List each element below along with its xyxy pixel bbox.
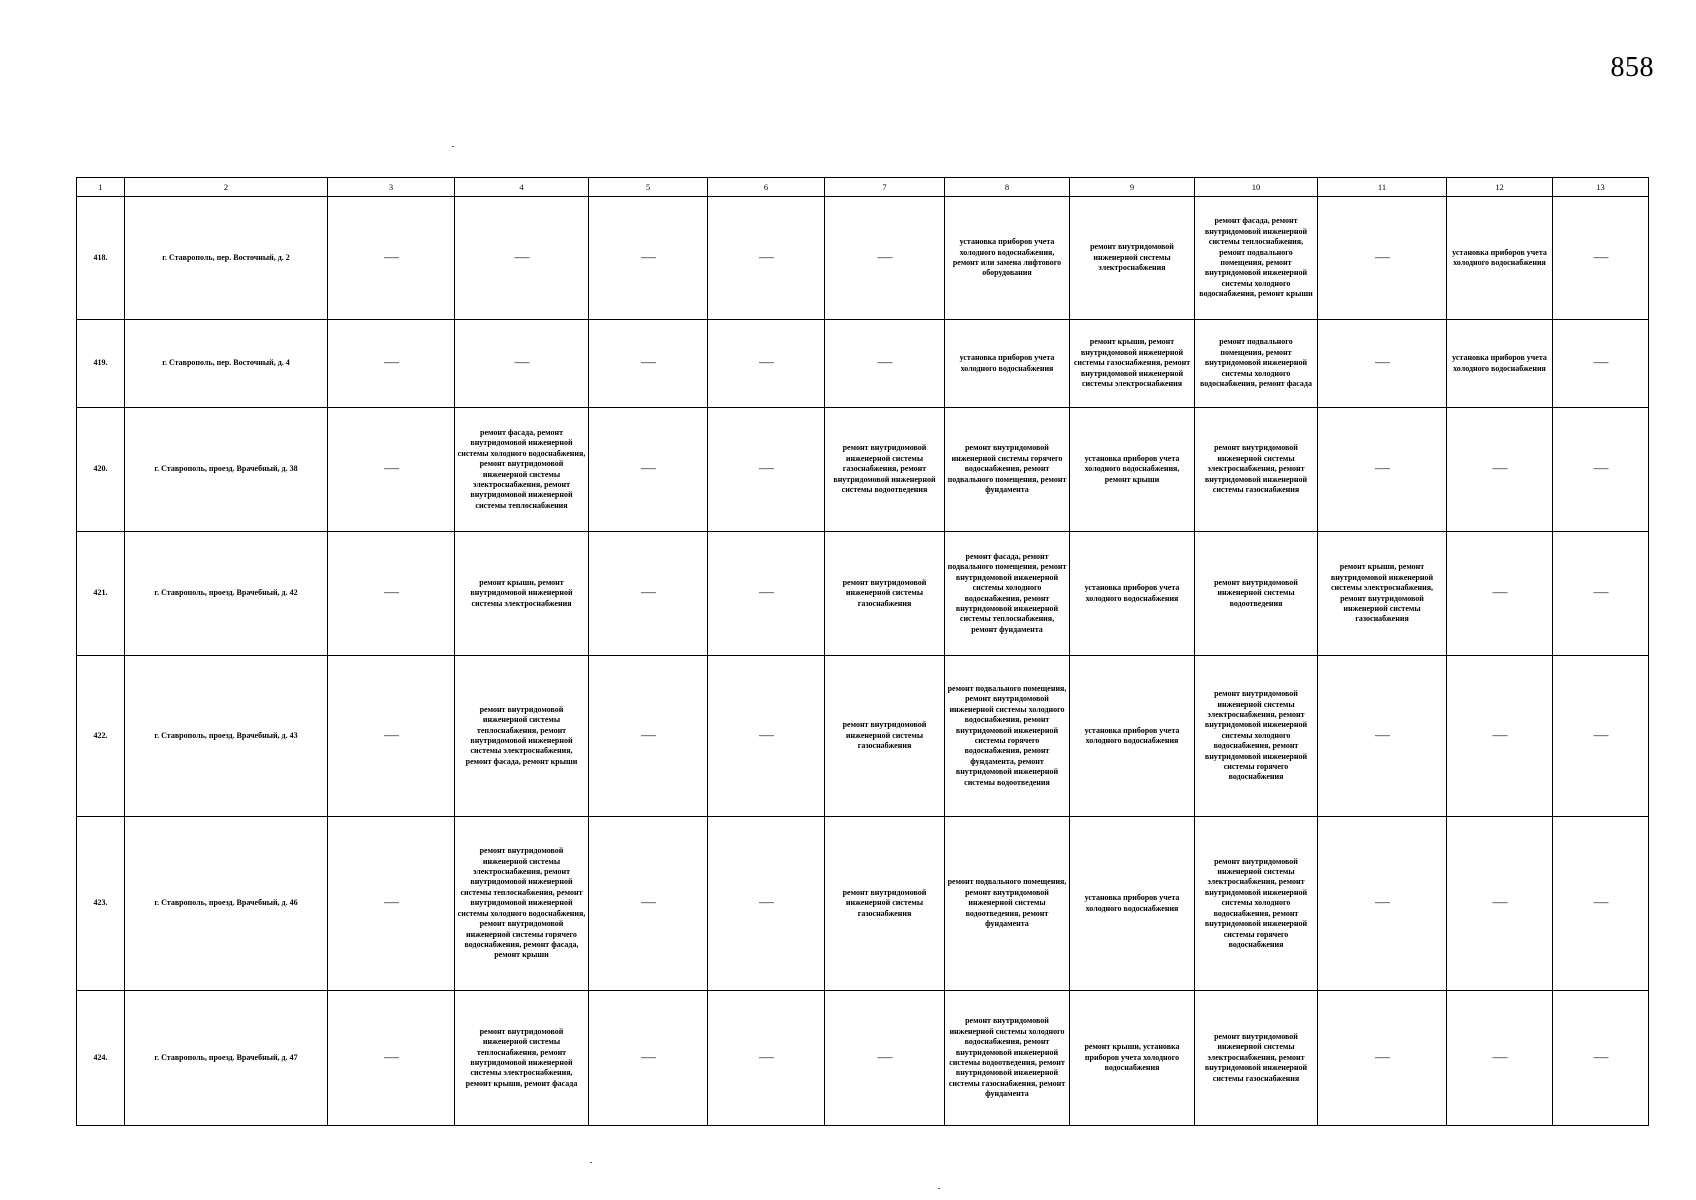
work-list-cell: установка приборов учета холодного водоснабжения	[1070, 532, 1195, 656]
empty-dash-cell: ——	[455, 197, 589, 320]
address-cell: г. Ставрополь, проезд. Врачебный, д. 47	[125, 991, 328, 1126]
work-list-cell: ремонт фасада, ремонт внутридомовой инженерной системы холодного водоснабжения, ремонт внутридомовой инженерной системы электроснабжения, ремонт внутридомовой инженерной системы теплоснабжения	[455, 408, 589, 532]
work-list-cell: ремонт внутридомовой инженерной системы газоснабжения	[825, 532, 945, 656]
empty-dash-cell: ——	[328, 532, 455, 656]
empty-dash-cell: ——	[589, 656, 708, 817]
empty-dash-cell: ——	[708, 197, 825, 320]
empty-dash-cell: ——	[1553, 991, 1649, 1126]
scan-speck	[590, 1162, 592, 1163]
work-list-cell: ремонт подвального помещения, ремонт внутридомовой инженерной системы холодного водоснабжения, ремонт внутридомовой инженерной системы горячего водоснабжения, ремонт фундамента, ремонт внутридомовой инженерной системы водоотведения	[945, 656, 1070, 817]
empty-dash-cell: ——	[1447, 817, 1553, 991]
empty-dash-cell: ——	[1447, 991, 1553, 1126]
column-header: 3	[328, 178, 455, 197]
empty-dash-cell: ——	[1447, 408, 1553, 532]
table-row	[77, 991, 1649, 1126]
empty-dash-cell: ——	[589, 197, 708, 320]
empty-dash-cell: ——	[1318, 817, 1447, 991]
page-number: 858	[1610, 52, 1654, 83]
empty-dash-cell: ——	[589, 532, 708, 656]
work-list-cell: ремонт внутридомовой инженерной системы водоотведения	[1195, 532, 1318, 656]
row-number: 420.	[77, 408, 125, 532]
empty-dash-cell: ——	[1318, 656, 1447, 817]
address-cell: г. Ставрополь, проезд. Врачебный, д. 38	[125, 408, 328, 532]
empty-dash-cell: ——	[589, 991, 708, 1126]
table-row	[77, 408, 1649, 532]
empty-dash-cell: ——	[1553, 817, 1649, 991]
empty-dash-cell: ——	[1553, 532, 1649, 656]
table-row	[77, 320, 1649, 408]
table-row	[77, 656, 1649, 817]
work-list-cell: ремонт внутридомовой инженерной системы газоснабжения	[825, 817, 945, 991]
address-cell: г. Ставрополь, проезд. Врачебный, д. 42	[125, 532, 328, 656]
row-number: 424.	[77, 991, 125, 1126]
row-number: 423.	[77, 817, 125, 991]
work-list-cell: ремонт фасада, ремонт внутридомовой инженерной системы теплоснабжения, ремонт подвального помещения, ремонт внутридомовой инженерной системы холодного водоснабжения, ремонт крыши	[1195, 197, 1318, 320]
work-list-cell: ремонт внутридомовой инженерной системы электроснабжения, ремонт внутридомовой инженерной системы холодного водоснабжения, ремонт внутридомовой инженерной системы горячего водоснабжения	[1195, 656, 1318, 817]
column-header: 10	[1195, 178, 1318, 197]
address-cell: г. Ставрополь, пер. Восточный, д. 2	[125, 197, 328, 320]
column-header: 1	[77, 178, 125, 197]
work-list-cell: установка приборов учета холодного водоснабжения	[945, 320, 1070, 408]
empty-dash-cell: ——	[589, 320, 708, 408]
empty-dash-cell: ——	[708, 817, 825, 991]
work-list-cell: ремонт фасада, ремонт подвального помещения, ремонт внутридомовой инженерной системы холодного водоснабжения, ремонт внутридомовой инженерной системы теплоснабжения, ремонт фундамента	[945, 532, 1070, 656]
work-list-cell: ремонт внутридомовой инженерной системы электроснабжения, ремонт внутридомовой инженерной системы холодного водоснабжения, ремонт внутридомовой инженерной системы горячего водоснабжения	[1195, 817, 1318, 991]
empty-dash-cell: ——	[708, 320, 825, 408]
empty-dash-cell: ——	[825, 320, 945, 408]
column-header: 12	[1447, 178, 1553, 197]
empty-dash-cell: ——	[1553, 656, 1649, 817]
column-header: 6	[708, 178, 825, 197]
empty-dash-cell: ——	[1318, 197, 1447, 320]
empty-dash-cell: ——	[1447, 656, 1553, 817]
work-list-cell: ремонт внутридомовой инженерной системы теплоснабжения, ремонт внутридомовой инженерной системы электроснабжения, ремонт фасада, ремонт крыши	[455, 656, 589, 817]
work-list-cell: ремонт крыши, ремонт внутридомовой инженерной системы электроснабжения	[455, 532, 589, 656]
empty-dash-cell: ——	[1318, 320, 1447, 408]
column-header: 9	[1070, 178, 1195, 197]
empty-dash-cell: ——	[328, 408, 455, 532]
row-number: 419.	[77, 320, 125, 408]
column-header: 7	[825, 178, 945, 197]
work-list-cell: ремонт внутридомовой инженерной системы электроснабжения, ремонт внутридомовой инженерной системы газоснабжения	[1195, 991, 1318, 1126]
work-list-cell: ремонт подвального помещения, ремонт внутридомовой инженерной системы холодного водоснабжения, ремонт фасада	[1195, 320, 1318, 408]
scan-speck	[452, 146, 454, 147]
row-number: 418.	[77, 197, 125, 320]
table-row	[77, 197, 1649, 320]
row-number: 422.	[77, 656, 125, 817]
column-header: 8	[945, 178, 1070, 197]
empty-dash-cell: ——	[1318, 991, 1447, 1126]
empty-dash-cell: ——	[1553, 408, 1649, 532]
work-list-cell: ремонт крыши, ремонт внутридомовой инженерной системы газоснабжения, ремонт внутридомовой инженерной системы электроснабжения	[1070, 320, 1195, 408]
table-row	[77, 532, 1649, 656]
address-cell: г. Ставрополь, проезд. Врачебный, д. 46	[125, 817, 328, 991]
work-list-cell: установка приборов учета холодного водоснабжения	[1070, 656, 1195, 817]
empty-dash-cell: ——	[328, 320, 455, 408]
work-list-cell: установка приборов учета холодного водоснабжения	[1447, 197, 1553, 320]
work-list-cell: установка приборов учета холодного водоснабжения	[1070, 817, 1195, 991]
address-cell: г. Ставрополь, пер. Восточный, д. 4	[125, 320, 328, 408]
empty-dash-cell: ——	[708, 991, 825, 1126]
work-list-cell: установка приборов учета холодного водоснабжения, ремонт или замена лифтового оборудования	[945, 197, 1070, 320]
work-list-cell: установка приборов учета холодного водоснабжения	[1447, 320, 1553, 408]
empty-dash-cell: ——	[708, 532, 825, 656]
column-header: 11	[1318, 178, 1447, 197]
work-list-cell: ремонт внутридомовой инженерной системы электроснабжения	[1070, 197, 1195, 320]
work-list-cell: ремонт подвального помещения, ремонт внутридомовой инженерной системы водоотведения, ремонт фундамента	[945, 817, 1070, 991]
row-number: 421.	[77, 532, 125, 656]
work-list-cell: ремонт внутридомовой инженерной системы электроснабжения, ремонт внутридомовой инженерной системы газоснабжения	[1195, 408, 1318, 532]
work-list-cell: ремонт крыши, установка приборов учета холодного водоснабжения	[1070, 991, 1195, 1126]
work-list-cell: ремонт внутридомовой инженерной системы газоснабжения	[825, 656, 945, 817]
repair-schedule-table	[76, 177, 1649, 1126]
empty-dash-cell: ——	[1553, 197, 1649, 320]
empty-dash-cell: ——	[825, 197, 945, 320]
work-list-cell: ремонт внутридомовой инженерной системы теплоснабжения, ремонт внутридомовой инженерной системы электроснабжения, ремонт крыши, ремонт фасада	[455, 991, 589, 1126]
empty-dash-cell: ——	[589, 817, 708, 991]
empty-dash-cell: ——	[708, 656, 825, 817]
empty-dash-cell: ——	[328, 656, 455, 817]
column-number-row	[77, 178, 1649, 197]
empty-dash-cell: ——	[1553, 320, 1649, 408]
scan-speck	[938, 1188, 940, 1189]
empty-dash-cell: ——	[825, 991, 945, 1126]
work-list-cell: ремонт внутридомовой инженерной системы горячего водоснабжения, ремонт подвального помещения, ремонт фундамента	[945, 408, 1070, 532]
column-header: 2	[125, 178, 328, 197]
empty-dash-cell: ——	[328, 197, 455, 320]
work-list-cell: ремонт внутридомовой инженерной системы холодного водоснабжения, ремонт внутридомовой инженерной системы водоотведения, ремонт внутридомовой инженерной системы газоснабжения, ремонт фундамента	[945, 991, 1070, 1126]
column-header: 13	[1553, 178, 1649, 197]
work-list-cell: ремонт крыши, ремонт внутридомовой инженерной системы электроснабжения, ремонт внутридомовой инженерной системы газоснабжения	[1318, 532, 1447, 656]
work-list-cell: ремонт внутридомовой инженерной системы электроснабжения, ремонт внутридомовой инженерной системы теплоснабжения, ремонт внутридомовой инженерной системы холодного водоснабжения, ремонт внутридомовой инженерной системы горячего водоснабжения, ремонт фасада, ремонт крыши	[455, 817, 589, 991]
empty-dash-cell: ——	[708, 408, 825, 532]
empty-dash-cell: ——	[1318, 408, 1447, 532]
empty-dash-cell: ——	[328, 817, 455, 991]
work-list-cell: ремонт внутридомовой инженерной системы газоснабжения, ремонт внутридомовой инженерной системы водоотведения	[825, 408, 945, 532]
table-row	[77, 817, 1649, 991]
address-cell: г. Ставрополь, проезд. Врачебный, д. 43	[125, 656, 328, 817]
column-header: 5	[589, 178, 708, 197]
column-header: 4	[455, 178, 589, 197]
empty-dash-cell: ——	[455, 320, 589, 408]
work-list-cell: установка приборов учета холодного водоснабжения, ремонт крыши	[1070, 408, 1195, 532]
empty-dash-cell: ——	[589, 408, 708, 532]
empty-dash-cell: ——	[1447, 532, 1553, 656]
empty-dash-cell: ——	[328, 991, 455, 1126]
